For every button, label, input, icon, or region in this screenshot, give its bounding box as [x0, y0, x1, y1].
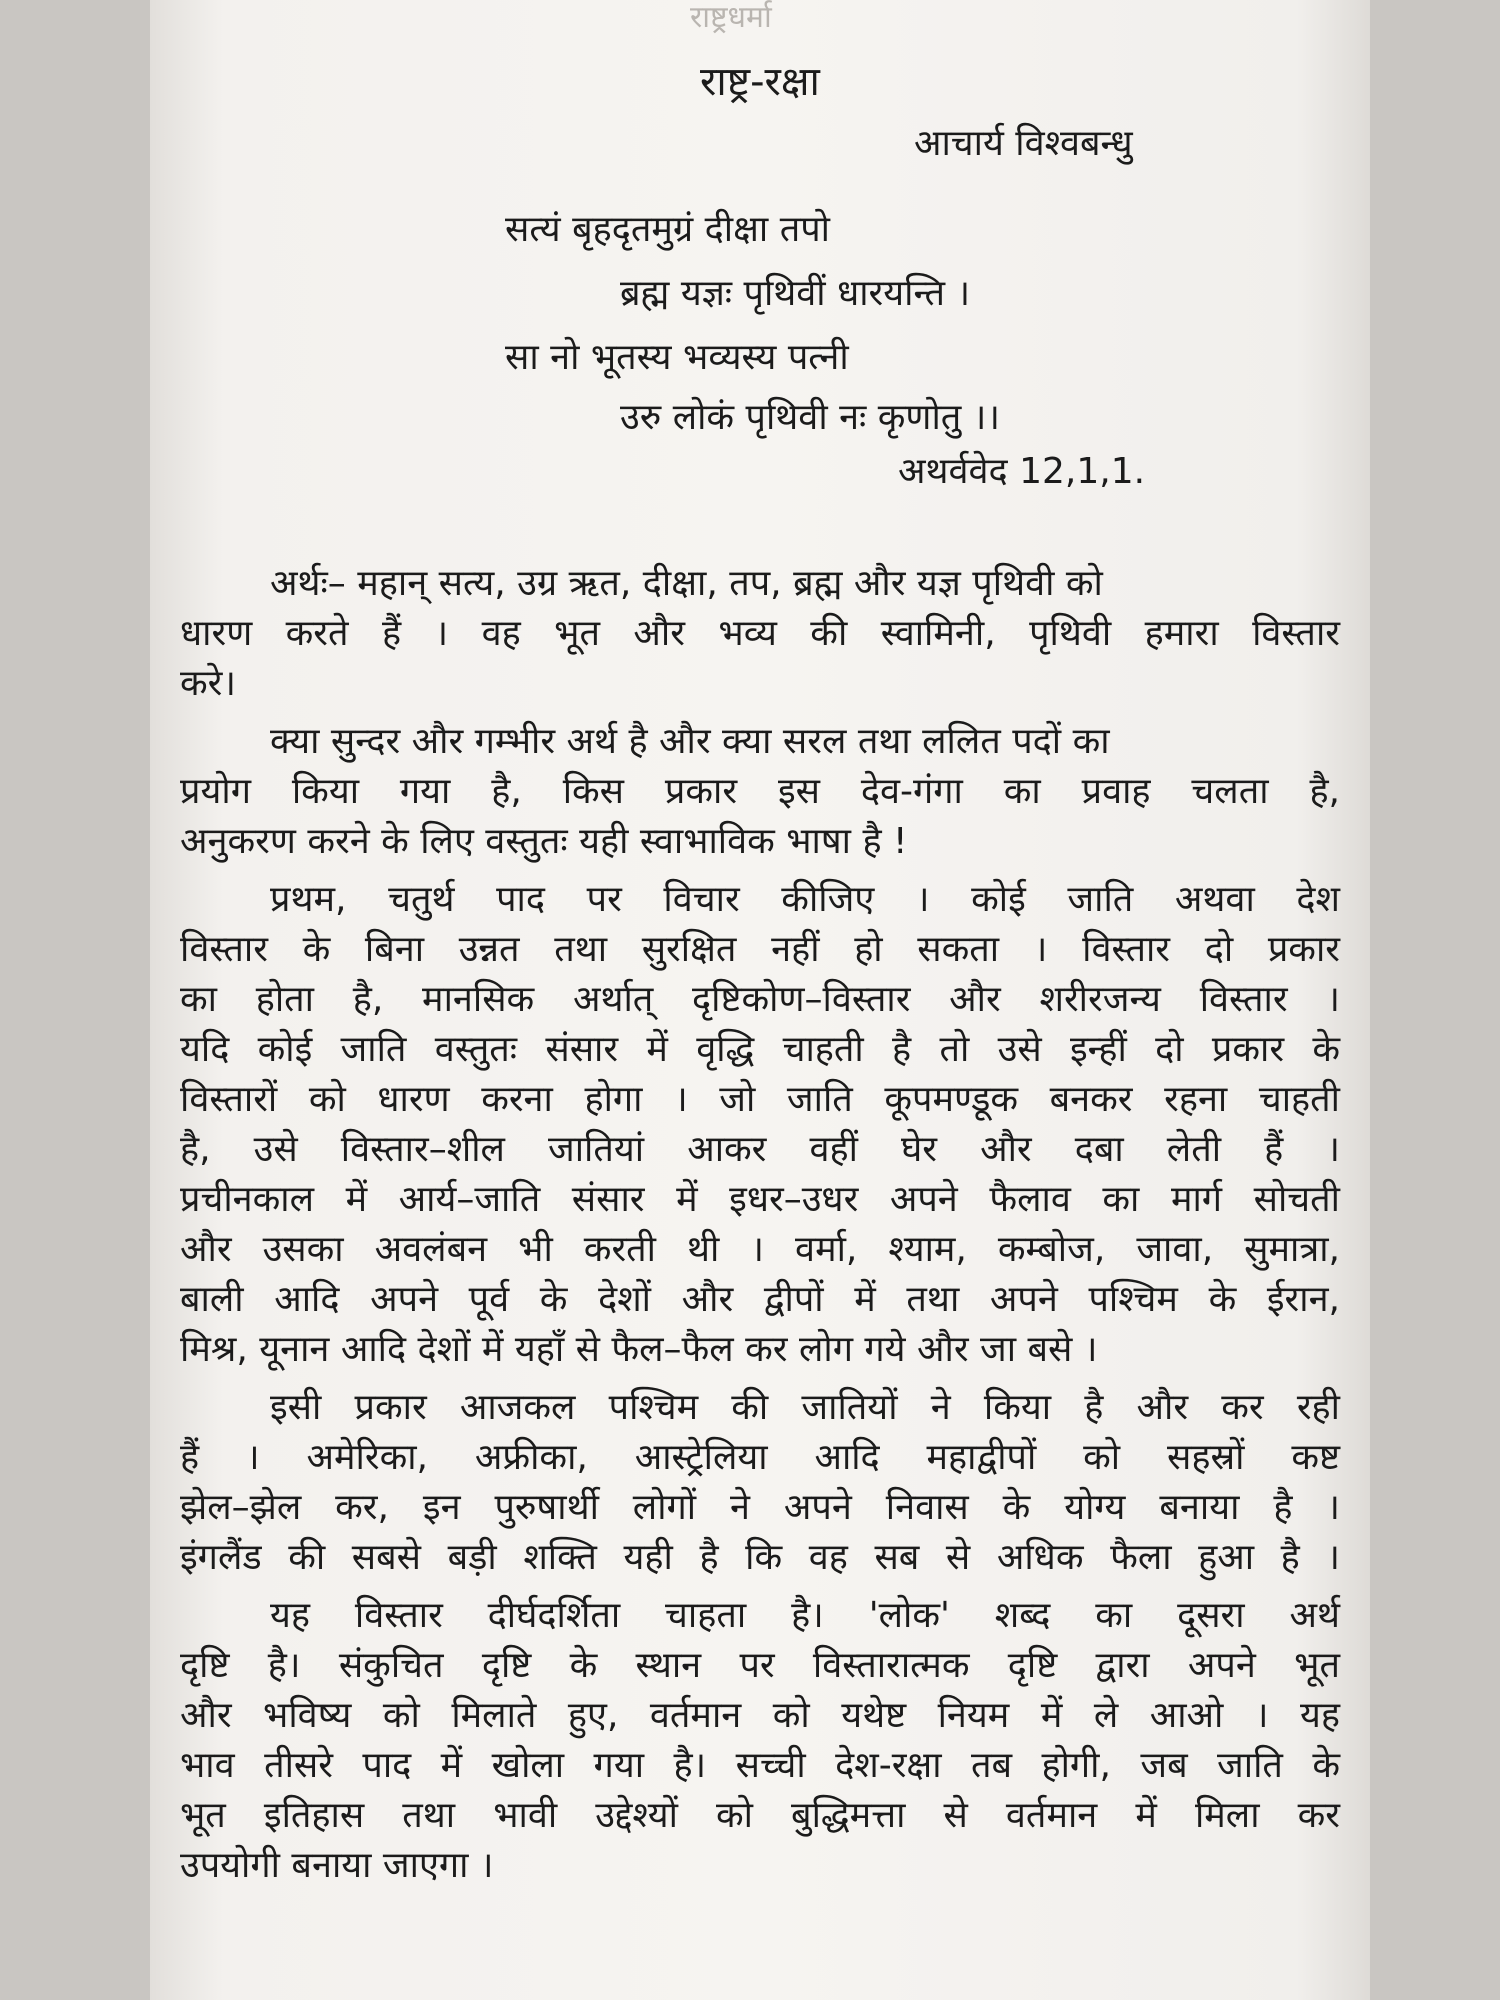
body-line: अर्थः– महान् सत्य, उग्र ऋत, दीक्षा, तप, ब्रह्म और यज्ञ पृथिवी को	[270, 563, 1103, 604]
mantra-line: सा नो भूतस्य भव्यस्य पत्नी	[505, 337, 849, 378]
body-line: का होता है, मानसिक अर्थात् दृष्टिकोण–विस्तार और शरीरजन्य विस्तार ।	[180, 979, 1340, 1020]
body-line: क्या सुन्दर और गम्भीर अर्थ है और क्या सरल तथा ललित पदों का	[270, 721, 1110, 762]
chapter-title: राष्ट्र-रक्षा	[700, 59, 820, 105]
running-head: राष्ट्रधर्मा	[690, 0, 772, 35]
mantra-line: उरु लोकं पृथिवी नः कृणोतु ।।	[620, 397, 1001, 438]
body-line: प्रथम, चतुर्थ पाद पर विचार कीजिए । कोई जाति अथवा देश	[270, 879, 1340, 920]
body-line: प्रचीनकाल में आर्य–जाति संसार में इधर–उधर अपने फैलाव का मार्ग सोचती	[180, 1179, 1340, 1220]
body-line: और उसका अवलंबन भी करती थी । वर्मा, श्याम, कम्बोज, जावा, सुमात्रा,	[180, 1229, 1340, 1270]
body-line: भूत इतिहास तथा भावी उद्देश्यों को बुद्धिमत्ता से वर्तमान में मिला कर	[180, 1795, 1340, 1836]
book-page	[150, 0, 1370, 2000]
body-line: हैं । अमेरिका, अफ्रीका, आस्ट्रेलिया आदि महाद्वीपों को सहस्रों कष्ट	[180, 1437, 1340, 1478]
body-line: मिश्र, यूनान आदि देशों में यहाँ से फैल–फैल कर लोग गये और जा बसे ।	[180, 1329, 1098, 1370]
body-line: विस्तारों को धारण करना होगा । जो जाति कूपमण्डूक बनकर रहना चाहती	[180, 1079, 1340, 1120]
body-line: भाव तीसरे पाद में खोला गया है। सच्ची देश-रक्षा तब होगी, जब जाति के	[180, 1745, 1340, 1786]
body-line: यह विस्तार दीर्घदर्शिता चाहता है। 'लोक' शब्द का दूसरा अर्थ	[270, 1595, 1340, 1636]
author-name: आचार्य विश्वबन्धु	[914, 123, 1133, 164]
body-line: और भविष्य को मिलाते हुए, वर्तमान को यथेष्ट नियम में ले आओ । यह	[180, 1695, 1340, 1736]
body-line: इंगलैंड की सबसे बड़ी शक्ति यही है कि वह सब से अधिक फैला हुआ है ।	[180, 1537, 1340, 1578]
body-line: अनुकरण करने के लिए वस्तुतः यही स्वाभाविक भाषा है !	[180, 821, 908, 862]
body-line: है, उसे विस्तार–शील जातियां आकर वहीं घेर और दबा लेती हैं ।	[180, 1129, 1340, 1170]
body-line: प्रयोग किया गया है, किस प्रकार इस देव-गंगा का प्रवाह चलता है,	[180, 771, 1340, 812]
body-line: बाली आदि अपने पूर्व के देशों और द्वीपों में तथा अपने पश्चिम के ईरान,	[180, 1279, 1340, 1320]
mantra-source: अथर्ववेद 12,1,1.	[898, 451, 1146, 492]
body-line: उपयोगी बनाया जाएगा ।	[180, 1845, 494, 1886]
body-line: दृष्टि है। संकुचित दृष्टि के स्थान पर विस्तारात्मक दृष्टि द्वारा अपने भूत	[180, 1645, 1340, 1686]
body-line: धारण करते हैं । वह भूत और भव्य की स्वामिनी, पृथिवी हमारा विस्तार	[180, 613, 1340, 654]
body-line: इसी प्रकार आजकल पश्चिम की जातियों ने किया है और कर रही	[270, 1387, 1340, 1428]
mantra-line: ब्रह्म यज्ञः पृथिवीं धारयन्ति ।	[620, 273, 971, 314]
body-line: विस्तार के बिना उन्नत तथा सुरक्षित नहीं हो सकता । विस्तार दो प्रकार	[180, 929, 1340, 970]
body-line: यदि कोई जाति वस्तुतः संसार में वृद्धि चाहती है तो उसे इन्हीं दो प्रकार के	[180, 1029, 1340, 1070]
mantra-line: सत्यं बृहदृतमुग्रं दीक्षा तपो	[505, 209, 830, 250]
body-line: करे।	[180, 663, 237, 704]
body-line: झेल–झेल कर, इन पुरुषार्थी लोगों ने अपने निवास के योग्य बनाया है ।	[180, 1487, 1340, 1528]
